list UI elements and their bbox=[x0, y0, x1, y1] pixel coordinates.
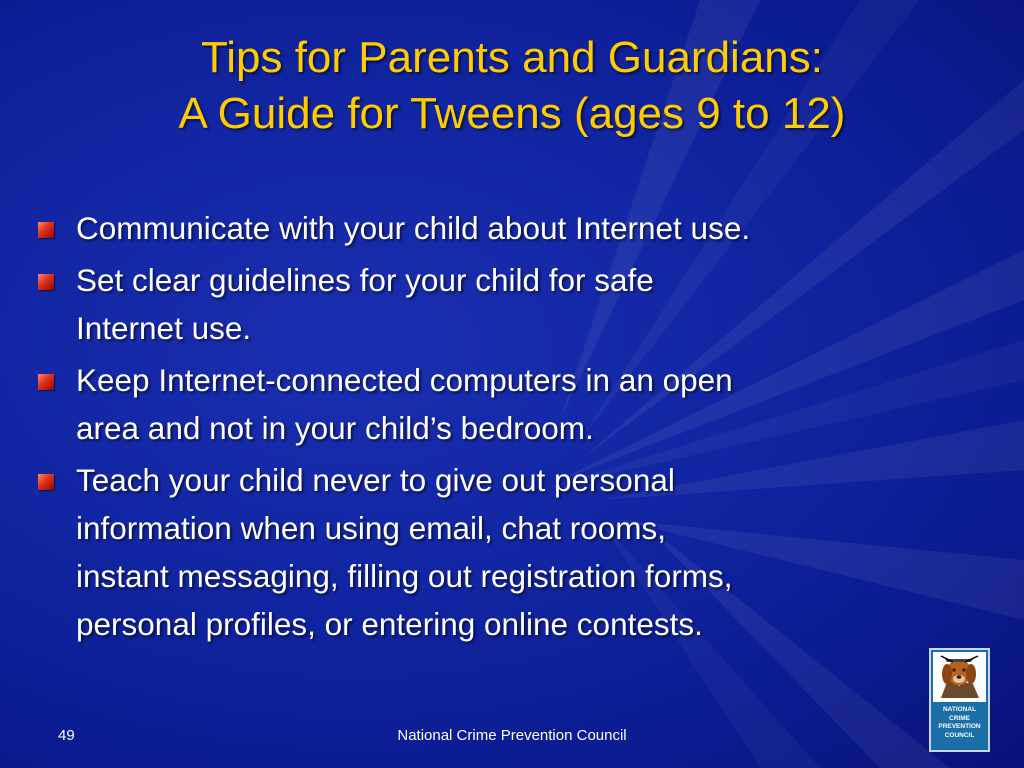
bullet-line: Set clear guidelines for your child for safe bbox=[76, 262, 654, 298]
logo-text bbox=[931, 706, 988, 740]
bullet-square-icon bbox=[38, 222, 54, 238]
ncpc-logo bbox=[929, 648, 990, 752]
slide-title bbox=[40, 30, 984, 142]
bullet-line: personal profiles, or entering online contests. bbox=[76, 606, 703, 642]
bullet-text bbox=[76, 256, 938, 352]
bullet-line: area and not in your child’s bedroom. bbox=[76, 410, 594, 446]
page-number: 49 bbox=[58, 727, 75, 744]
bullet-text bbox=[76, 204, 938, 252]
title-line: Tips for Parents and Guardians: bbox=[200, 33, 823, 82]
footer-text: National Crime Prevention Council bbox=[397, 727, 627, 744]
bullet-square-icon bbox=[38, 374, 54, 390]
bullet-item bbox=[38, 456, 938, 648]
bullet-list bbox=[38, 204, 938, 652]
logo-line: CRIME bbox=[949, 714, 970, 722]
bullet-line: Keep Internet-connected computers in an open bbox=[76, 362, 733, 398]
bullet-line: information when using email, chat rooms, bbox=[76, 510, 667, 546]
bullet-square-icon bbox=[38, 474, 54, 490]
logo-line: PREVENTION bbox=[938, 723, 981, 730]
bullet-item bbox=[38, 256, 938, 352]
bullet-item bbox=[38, 356, 938, 452]
logo-line: COUNCIL bbox=[944, 731, 975, 739]
logo-line: NATIONAL bbox=[942, 706, 977, 713]
title-line: A Guide for Tweens (ages 9 to 12) bbox=[178, 89, 846, 138]
mcgruff-dog-logo-icon bbox=[933, 652, 986, 702]
bullet-line: Teach your child never to give out personal bbox=[76, 462, 675, 498]
bullet-line: Communicate with your child about Internet use. bbox=[76, 210, 751, 246]
bullet-text bbox=[76, 356, 938, 452]
bullet-text bbox=[76, 456, 938, 648]
bullet-square-icon bbox=[38, 274, 54, 290]
bullet-line: Internet use. bbox=[76, 310, 252, 346]
bullet-line: instant messaging, filling out registration forms, bbox=[76, 558, 733, 594]
bullet-item bbox=[38, 204, 938, 252]
